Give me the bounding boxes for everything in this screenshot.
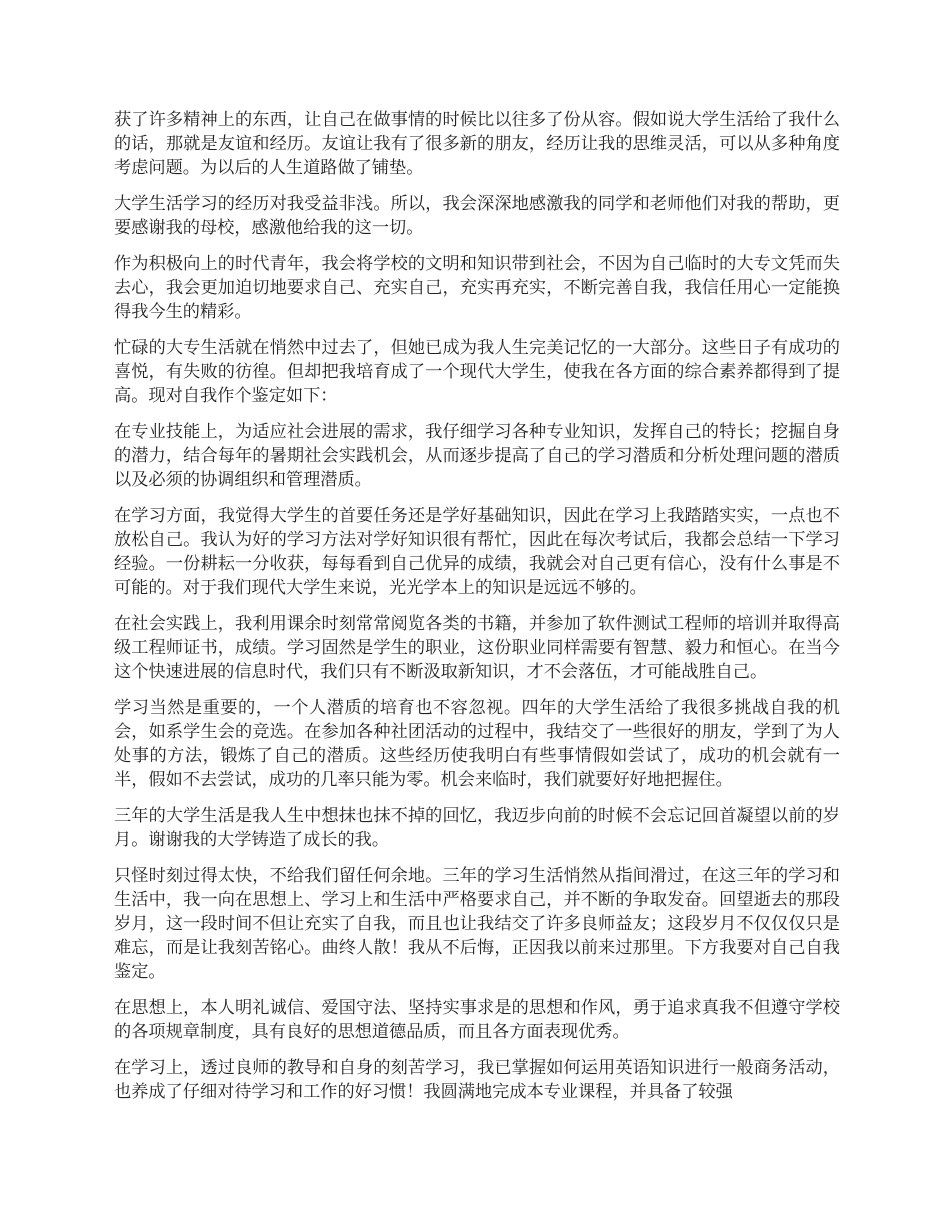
paragraph-1: 获了许多精神上的东西，让自己在做事情的时候比以往多了份从容。假如说大学生活给了我什么的话，那就是友谊和经历。友谊让我有了很多新的朋友，经历让我的思维灵活，可以从多种角度考虑问题。为以后的人生道路做了铺垫。	[114, 110, 840, 178]
paragraph-9: 三年的大学生活是我人生中想抹也抹不掉的回忆，我迈步向前的时候不会忘记回首凝望以前的岁月。谢谢我的大学铸造了成长的我。	[114, 806, 840, 850]
paragraph-11: 在思想上，本人明礼诚信、爱国守法、坚持实事求是的思想和作风，勇于追求真我不但遵守学校的各项规章制度，具有良好的思想道德品质，而且各方面表现优秀。	[114, 998, 840, 1042]
document-body	[114, 108, 840, 1116]
paragraph-10: 只怪时刻过得太快，不给我们留任何余地。三年的学习生活悄然从指间滑过，在这三年的学习和生活中，我一向在思想上、学习上和生活中严格要求自己，并不断的争取发奋。回望逝去的那段岁月，这一段时间不但让充实了自我，而且也让我结交了许多良师益友；这段岁月不仅仅仅只是难忘，而是让我刻苦铭心。曲终人散！我从不后悔，正因我以前来过那里。下方我要对自己自我鉴定。	[114, 866, 840, 982]
paragraph-7: 在社会实践上，我利用课余时刻常常阅览各类的书籍，并参加了软件测试工程师的培训并取得高级工程师证书，成绩。学习固然是学生的职业，这份职业同样需要有智慧、毅力和恒心。在当今这个快速进展的信息时代，我们只有不断汲取新知识，才不会落伍，才可能战胜自己。	[114, 614, 840, 682]
paragraph-5: 在专业技能上，为适应社会进展的需求，我仔细学习各种专业知识，发挥自己的特长；挖掘自身的潜力，结合每年的暑期社会实践机会，从而逐步提高了自己的学习潜质和分析处理问题的潜质以及必须的协调组织和管理潜质。	[114, 422, 840, 490]
paragraph-3: 作为积极向上的时代青年，我会将学校的文明和知识带到社会，不因为自己临时的大专文凭而失去心，我会更加迫切地要求自己、充实自己，充实再充实，不断完善自我，我信任用心一定能换得我今生的精彩。	[114, 254, 840, 322]
paragraph-8: 学习当然是重要的，一个人潜质的培育也不容忽视。四年的大学生活给了我很多挑战自我的机会，如系学生会的竞选。在参加各种社团活动的过程中，我结交了一些很好的朋友，学到了为人处事的方法，锻炼了自己的潜质。这些经历使我明白有些事情假如尝试了，成功的机会就有一半，假如不去尝试，成功的几率只能为零。机会来临时，我们就要好好地把握住。	[114, 698, 840, 790]
paragraph-2: 大学生活学习的经历对我受益非浅。所以，我会深深地感激我的同学和老师他们对我的帮助，更要感谢我的母校，感激他给我的这一切。	[114, 194, 840, 238]
paragraph-4: 忙碌的大专生活就在悄然中过去了，但她已成为我人生完美记忆的一大部分。这些日子有成功的喜悦，有失败的彷徨。但却把我培育成了一个现代大学生，使我在各方面的综合素养都得到了提高。现对自我作个鉴定如下：	[114, 338, 840, 406]
paragraph-6: 在学习方面，我觉得大学生的首要任务还是学好基础知识，因此在学习上我踏踏实实，一点也不放松自己。我认为好的学习方法对学好知识很有帮忙，因此在每次考试后，我都会总结一下学习经验。一份耕耘一分收获，每每看到自己优异的成绩，我就会对自己更有信心，没有什么事是不可能的。对于我们现代大学生来说，光光学本上的知识是远远不够的。	[114, 506, 840, 598]
paragraph-12: 在学习上，透过良师的教导和自身的刻苦学习，我已掌握如何运用英语知识进行一般商务活动，也养成了仔细对待学习和工作的好习惯！我圆满地完成本专业课程，并具备了较强	[114, 1058, 840, 1102]
